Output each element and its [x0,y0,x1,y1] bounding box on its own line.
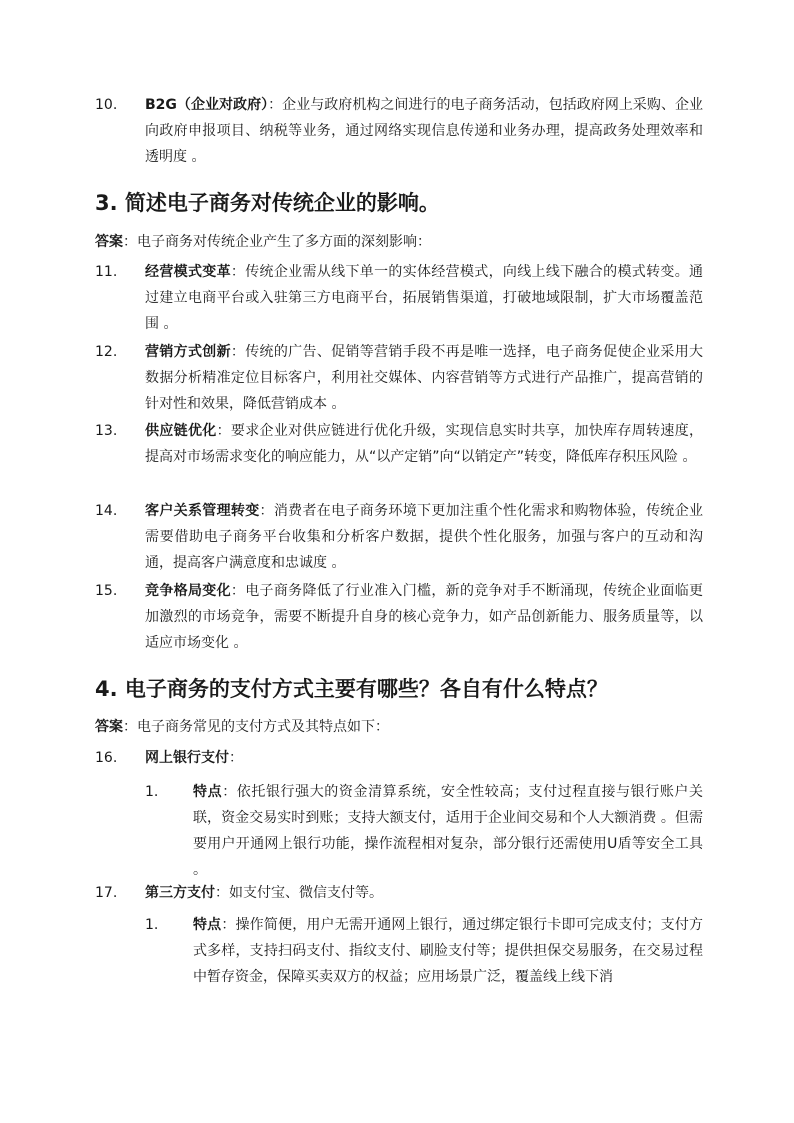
section-4-heading: 4. 电子商务的支付方式主要有哪些？各自有什么特点？ [95,677,608,701]
item-text: 企业与政府机构之间进行的电子商务活动，包括政府网上采购、企业向政府申报项目、纳税等业务，通过网络实现信息传递和业务办理，提高政务处理效率和透明度 。 [145,97,704,165]
item-text: 电子商务降低了行业准入门槛，新的竞争对手不断涌现，传统企业面临更加激烈的市场竞争，需要不断提升自身的核心竞争力，如产品创新能力、服务质量等，以适应市场变化 。 [145,583,704,651]
section-4-answer: 答案：电子商务常见的支付方式及其特点如下： [95,719,389,735]
item-term: 第三方支付 [145,885,215,901]
item-term: 营销方式创新 [145,344,231,360]
sub-list-number: 1. [145,784,159,800]
sub-list-item-body: 特点：依托银行强大的资金清算系统，安全性较高；支付过程直接与银行账户关联，资金交易实时到账；支持大额支付，适用于企业间交易和个人大额消费 。但需要用户开通网上银行功能，操作流程相对复杂，部分银行还需使用U盾等安全工具 。 [193,784,704,878]
list-number: 11. [95,264,118,280]
item-text: 传统企业需从线下单一的实体经营模式，向线上线下融合的模式转变。通过建立电商平台或入驻第三方电商平台，拓展销售渠道，打破地域限制，扩大市场覆盖范围 。 [145,264,704,332]
list-item [95,92,703,170]
item-term: 网上银行支付 [145,750,229,766]
list-number: 14. [95,503,118,519]
item-text: 传统的广告、促销等营销手段不再是唯一选择，电子商务促使企业采用大数据分析精准定位目标客户，利用社交媒体、内容营销等方式进行产品推广，提高营销的针对性和效果，降低营销成本 。 [145,344,704,412]
list-number: 15. [95,583,118,599]
list-number: 16. [95,750,118,766]
list-item-body: 经营模式变革：传统企业需从线下单一的实体经营模式，向线上线下融合的模式转变。通过建立电商平台或入驻第三方电商平台，拓展销售渠道，打破地域限制，扩大市场覆盖范围 。 [145,264,704,332]
item-text: 依托银行强大的资金清算系统，安全性较高；支付过程直接与银行账户关联，资金交易实时到账；支持大额支付，适用于企业间交易和个人大额消费 。但需要用户开通网上银行功能，操作流程相对复杂，部分银行还需使用U盾等安全工具 。 [193,784,704,878]
item-text: 消费者在电子商务环境下更加注重个性化需求和购物体验，传统企业需要借助电子商务平台收集和分析客户数据，提供个性化服务，加强与客户的互动和沟通，提高客户满意度和忠诚度 。 [145,503,704,571]
list-item-body: 第三方支付：如支付宝、微信支付等。 [145,885,383,901]
list-item-body: 竞争格局变化：电子商务降低了行业准入门槛，新的竞争对手不断涌现，传统企业面临更加激烈的市场竞争，需要不断提升自身的核心竞争力，如产品创新能力、服务质量等，以适应市场变化 。 [145,583,704,651]
list-item [95,418,703,470]
list-item-body: B2G（企业对政府）：企业与政府机构之间进行的电子商务活动，包括政府网上采购、企业向政府申报项目、纳税等业务，通过网络实现信息传递和业务办理，提高政务处理效率和透明度 。 [145,97,704,165]
item-term: 特点 [193,917,222,933]
sub-list-item [145,779,703,883]
item-term: B2G（企业对政府） [145,97,269,113]
item-term: 客户关系管理转变 [145,503,260,519]
list-item [95,498,703,576]
list-number: 13. [95,423,118,439]
list-item-body: 网上银行支付： [145,750,243,766]
sub-list-number: 1. [145,917,159,933]
list-item-body: 营销方式创新：传统的广告、促销等营销手段不再是唯一选择，电子商务促使企业采用大数据分析精准定位目标客户，利用社交媒体、内容营销等方式进行产品推广，提高营销的针对性和效果，降低营销成本 。 [145,344,704,412]
list-item-body: 客户关系管理转变：消费者在电子商务环境下更加注重个性化需求和购物体验，传统企业需要借助电子商务平台收集和分析客户数据，提供个性化服务，加强与客户的互动和沟通，提高客户满意度和忠诚度 。 [145,503,704,571]
item-text: 如支付宝、微信支付等。 [229,885,383,901]
sub-list-item-body: 特点：操作简便，用户无需开通网上银行，通过绑定银行卡即可完成支付；支付方式多样，支持扫码支付、指纹支付、刷脸支付等；提供担保交易服务，在交易过程中暂存资金，保障买卖双方的权益；应用场景广泛，覆盖线上线下消 [193,917,703,985]
list-item [95,259,703,337]
list-item [95,745,703,771]
list-number: 17. [95,885,118,901]
list-item [95,880,703,906]
list-number: 12. [95,344,118,360]
list-item [95,578,703,656]
list-number: 10. [95,97,118,113]
list-item-body: 供应链优化：要求企业对供应链进行优化升级，实现信息实时共享，加快库存周转速度，提高对市场需求变化的响应能力，从“以产定销”向“以销定产”转变，降低库存积压风险 。 [145,423,704,465]
item-text: 要求企业对供应链进行优化升级，实现信息实时共享，加快库存周转速度，提高对市场需求变化的响应能力，从“以产定销”向“以销定产”转变，降低库存积压风险 。 [145,423,704,465]
item-term: 经营模式变革 [145,264,231,280]
section-3-answer: 答案：电子商务对传统企业产生了多方面的深刻影响： [95,234,431,250]
list-item [95,339,703,417]
item-term: 特点 [193,784,223,800]
item-term: 竞争格局变化 [145,583,231,599]
section-3-heading: 3. 简述电子商务对传统企业的影响。 [95,191,440,215]
item-text: 操作简便，用户无需开通网上银行，通过绑定银行卡即可完成支付；支付方式多样，支持扫码支付、指纹支付、刷脸支付等；提供担保交易服务，在交易过程中暂存资金，保障买卖双方的权益；应用场景广泛，覆盖线上线下消 [193,917,703,985]
item-term: 供应链优化 [145,423,217,439]
sub-list-item [145,912,703,990]
